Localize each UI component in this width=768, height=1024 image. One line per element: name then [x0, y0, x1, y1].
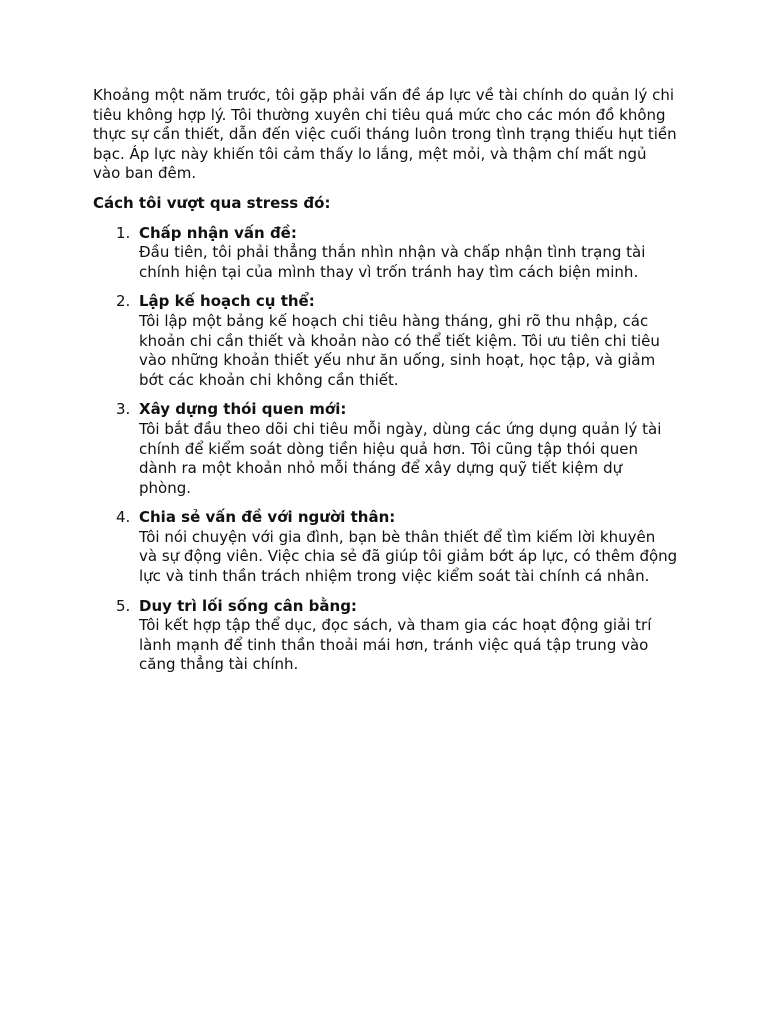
list-item-body: Tôi lập một bảng kế hoạch chi tiêu hàng tháng, ghi rõ thu nhập, các khoản chi cần thiết và khoản nào có thể tiết kiệm. Tôi ưu tiên chi tiêu vào những khoản thiết yếu như ăn uống, sinh hoạt, học tập, và giảm bớt các khoản chi không cần thiết.	[139, 311, 660, 389]
list-item-body: Đầu tiên, tôi phải thẳng thắn nhìn nhận và chấp nhận tình trạng tài chính hiện tại của mình thay vì trốn tránh hay tìm cách biện minh.	[139, 243, 646, 281]
list-item-number: 1.	[116, 223, 131, 242]
list-item-title: Chia sẻ vấn đề với người thân:	[139, 508, 396, 527]
list-item-number: 2.	[116, 292, 131, 311]
list-item	[116, 508, 678, 586]
list-item-title: Chấp nhận vấn đề:	[139, 223, 297, 242]
list-item-number: 3.	[116, 400, 131, 419]
list-item	[116, 223, 678, 283]
section-heading: Cách tôi vượt qua stress đó:	[93, 193, 331, 212]
list-item-body: Tôi nói chuyện với gia đình, bạn bè thân thiết để tìm kiếm lời khuyên và sự động viên. Việc chia sẻ đã giúp tôi giảm bớt áp lực, có thêm động lực và tinh thần trách nhiệm trong việc kiểm soát tài chính cá nhân.	[139, 527, 678, 586]
list-item	[116, 292, 678, 390]
document-page	[93, 86, 678, 685]
list-item-body: Tôi bắt đầu theo dõi chi tiêu mỗi ngày, dùng các ứng dụng quản lý tài chính để kiểm soát dòng tiền hiệu quả hơn. Tôi cũng tập thói quen dành ra một khoản nhỏ mỗi tháng để xây dựng quỹ tiết kiệm dự phòng.	[139, 419, 662, 497]
list-item-title: Duy trì lối sống cân bằng:	[139, 596, 357, 615]
list-item	[116, 596, 678, 675]
list-item-body: Tôi kết hợp tập thể dục, đọc sách, và tham gia các hoạt động giải trí lành mạnh để tinh thần thoải mái hơn, tránh việc quá tập trung vào căng thẳng tài chính.	[139, 616, 652, 674]
list-item-number: 5.	[116, 596, 131, 615]
intro-paragraph: Khoảng một năm trước, tôi gặp phải vấn đề áp lực về tài chính do quản lý chi tiêu không hợp lý. Tôi thường xuyên chi tiêu quá mức cho các món đồ không thực sự cần thiết, dẫn đến việc cuối tháng luôn trong tình trạng thiếu hụt tiền bạc. Áp lực này khiến tôi cảm thấy lo lắng, mệt mỏi, và thậm chí mất ngủ vào ban đêm.	[93, 86, 677, 183]
list-item-number: 4.	[116, 508, 131, 527]
list-item	[116, 400, 678, 498]
list-item-title: Xây dựng thói quen mới:	[139, 400, 347, 419]
list-item-title: Lập kế hoạch cụ thể:	[139, 292, 315, 311]
steps-list	[93, 224, 678, 675]
